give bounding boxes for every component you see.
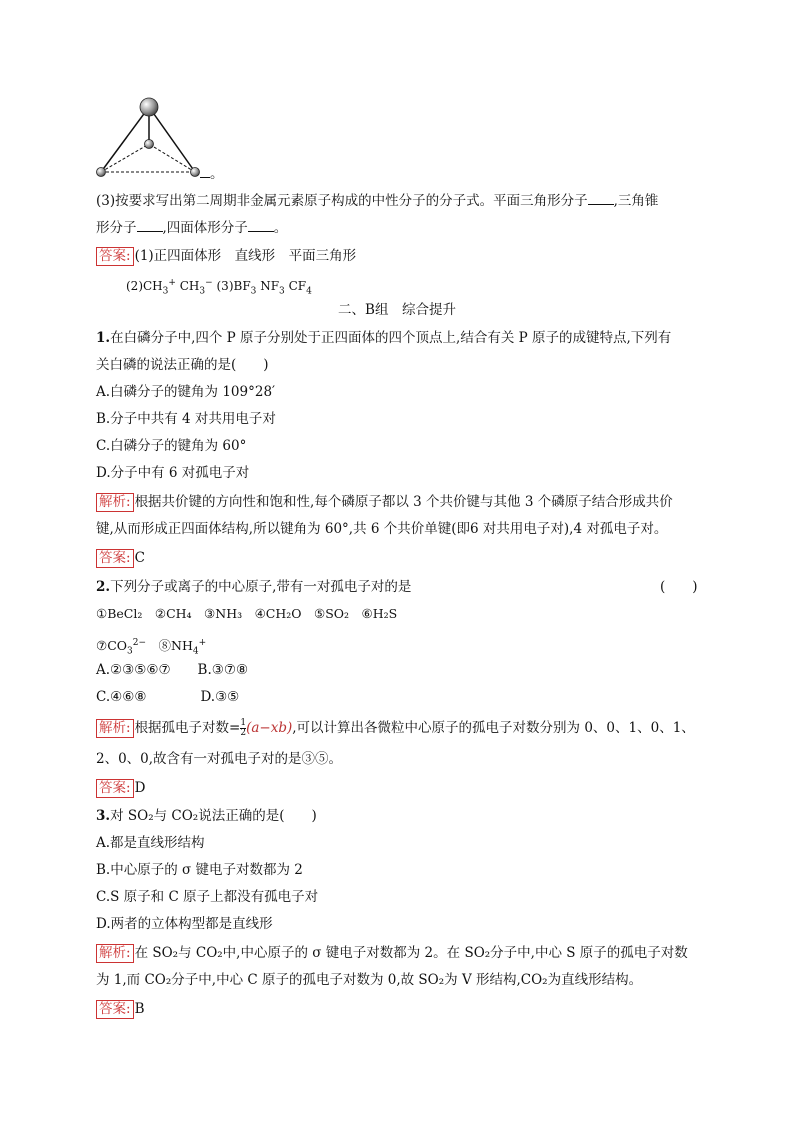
q3-explanation-line2: 为 1,而 CO₂分子中,中心 C 原子的孤电子对数为 0,故 SO₂为 V 形结构,CO₂为直线形结构。: [96, 972, 643, 988]
figure-blank: 。: [200, 163, 224, 184]
q3-explanation-line1: 解析: 在 SO₂与 CO₂中,中心原子的 σ 键电子对数都为 2。在 SO₂分子中,中心 S 原子的孤电子对数: [96, 943, 688, 963]
central-atom: [140, 98, 158, 116]
answer-block-1: 答案: (1)正四面体形 直线形 平面三角形: [96, 246, 356, 266]
q2-options-cd: C.④⑥⑧ D.③⑤: [96, 689, 240, 705]
base-atom: [145, 140, 154, 149]
q2-answer: 答案: D: [96, 778, 145, 798]
q1-stem-line1: 1.在白磷分子中,四个 P 原子分别处于正四面体的四个顶点上,结合有关 P 原子的成键特点,下列有: [96, 330, 672, 346]
q2-options-ab: A.②③⑤⑥⑦ B.③⑦⑧: [96, 662, 249, 678]
q1-answer: 答案: C: [96, 548, 145, 568]
q1-explanation-line1: 解析: 根据共价键的方向性和饱和性,每个磷原子都以 3 个共价键与其他 3 个磷原子结合形成共价: [96, 492, 673, 512]
q1-explanation-line2: 键,从而形成正四面体结构,所以键角为 60°,共 6 个共价单键(即6 对共用电子对),4 对孤电子对。: [96, 521, 668, 537]
q3-stem: 3.对 SO₂与 CO₂说法正确的是( ): [96, 808, 317, 824]
base-atom: [191, 168, 200, 177]
q2-explanation-line2: 2、0、0,故含有一对孤电子对的是③⑤。: [96, 751, 343, 767]
q3-option-c: C.S 原子和 C 原子上都没有孤电子对: [96, 889, 319, 905]
q3-part-line2: 形分子 ,四面体形分子 。: [96, 217, 287, 238]
q1-option-c: C.白磷分子的键角为 60°: [96, 438, 247, 454]
q3-option-b: B.中心原子的 σ 键电子对数都为 2: [96, 862, 303, 878]
answer-tag: 答案:: [96, 247, 134, 266]
q1-option-b: B.分子中共有 4 对共用电子对: [96, 411, 276, 427]
q1-option-a: A.白磷分子的键角为 109°28′: [96, 384, 276, 400]
q2-answer-paren: ( ): [660, 579, 698, 595]
fraction-one-half: $\frac{1}{2}$: [240, 718, 247, 738]
q3-option-d: D.两者的立体构型都是直线形: [96, 916, 273, 932]
q2-stem: 2.下列分子或离子的中心原子,带有一对孤电子对的是: [96, 579, 412, 595]
q1-stem-line2: 关白磷的说法正确的是( ): [96, 357, 269, 373]
answer-block-1-line2: $(2)CH_3^+$ $CH_3^-$ $(3)BF_3$ $NF_3$ $CF_4$: [126, 278, 312, 297]
base-atom: [97, 168, 106, 177]
q1-option-d: D.分子中有 6 对孤电子对: [96, 465, 250, 481]
q3-part-line1: (3)按要求写出第二周期非金属元素原子构成的中性分子的分子式。平面三角形分子 ,三角锥: [96, 190, 658, 211]
section-title: 二、B组 综合提升: [338, 302, 456, 318]
q3-option-a: A.都是直线形结构: [96, 835, 205, 851]
q2-items-line1: ①BeCl₂ ②CH₄ ③NH₃ ④CH₂O ⑤SO₂ ⑥H₂S: [96, 606, 398, 621]
q2-items-line2: $⑦CO_3^{2-}$ $⑧NH_4^+$: [96, 638, 207, 657]
q3-answer: 答案: B: [96, 999, 144, 1019]
q2-explanation-line1: 解析: 根据孤电子对数= $\frac{1}{2}$ (a−xb),可以计算出各微粒中心原子的孤电子对数分别为 0、0、1、0、1、: [96, 718, 695, 738]
